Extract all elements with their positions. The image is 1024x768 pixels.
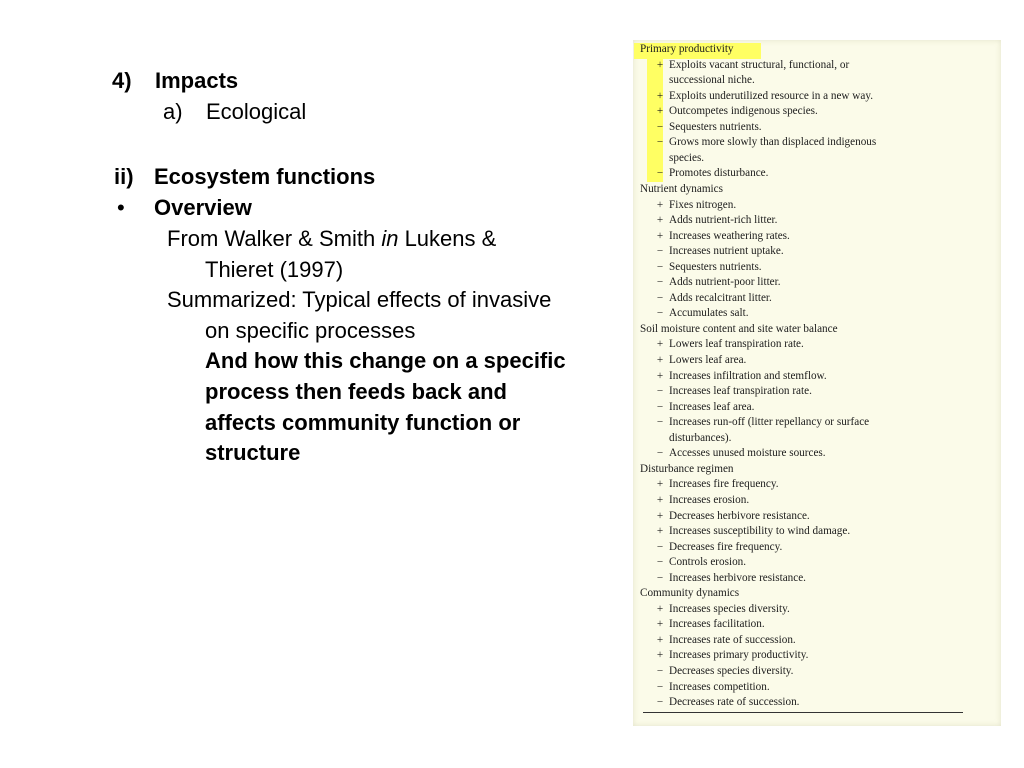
- scan-effect-text: Grows more slowly than displaced indigenous: [669, 136, 877, 149]
- scan-effect-item: [639, 275, 1001, 291]
- scan-effect-item: [639, 337, 1001, 353]
- scan-effect-item: [639, 353, 1001, 369]
- scan-effect-text: Increases primary productivity.: [669, 649, 809, 662]
- emphasis-line-4: structure: [205, 440, 301, 465]
- minus-sign: −: [656, 307, 664, 320]
- scan-effect-item: [639, 648, 1001, 664]
- plus-sign: +: [656, 58, 664, 71]
- minus-sign: −: [656, 416, 664, 429]
- plus-sign: +: [656, 649, 664, 662]
- scan-effect-item: [639, 384, 1001, 400]
- minus-sign: −: [656, 167, 664, 180]
- minus-sign: −: [656, 260, 664, 273]
- scan-effect-text: Lowers leaf transpiration rate.: [669, 338, 804, 351]
- minus-sign: −: [656, 136, 664, 149]
- minus-sign: −: [656, 291, 664, 304]
- scan-effect-text: Increases run-off (litter repellancy or surface: [669, 416, 870, 429]
- scan-effect-text: Sequesters nutrients.: [669, 260, 762, 273]
- scan-effect-item: [639, 89, 1001, 105]
- minus-sign: −: [656, 696, 664, 709]
- scan-effect-item: [639, 477, 1001, 493]
- scan-effect-text: Increases fire frequency.: [669, 478, 779, 491]
- scan-effect-text: Increases rate of succession.: [669, 633, 796, 646]
- scan-effect-text: Lowers leaf area.: [669, 354, 747, 366]
- scan-effect-item: [639, 198, 1001, 214]
- scan-effect-text: Fixes nitrogen.: [669, 198, 737, 211]
- ecosystem-functions-heading: Ecosystem functions: [154, 164, 376, 189]
- scanned-effects-table: [633, 40, 1001, 726]
- scan-effect-text: Decreases species diversity.: [669, 665, 794, 677]
- scan-effect-text: Adds nutrient-rich litter.: [669, 214, 778, 227]
- emphasis-line-2: process then feeds back and: [205, 379, 507, 404]
- scan-section-heading: Community dynamics: [640, 587, 740, 600]
- bottom-rule: [643, 712, 963, 713]
- source-citation-editors: Lukens &: [398, 226, 497, 251]
- scan-effect-text: Decreases rate of succession.: [669, 696, 800, 709]
- scan-section-heading: Nutrient dynamics: [640, 182, 723, 195]
- scan-effect-item: [639, 524, 1001, 540]
- scan-effect-text: Decreases fire frequency.: [669, 540, 783, 553]
- scan-effect-text: Increases facilitation.: [669, 618, 765, 631]
- plus-sign: +: [656, 602, 664, 615]
- scan-effect-item: [639, 664, 1001, 680]
- scan-effect-text: Exploits vacant structural, functional, or: [669, 58, 850, 71]
- minus-sign: −: [656, 680, 664, 693]
- scan-effect-item: [639, 400, 1001, 416]
- source-citation: [167, 224, 496, 254]
- source-citation-authors: From Walker & Smith: [167, 226, 382, 251]
- source-citation-in: in: [381, 226, 399, 251]
- plus-sign: +: [656, 338, 664, 351]
- scan-effect-text: Adds nutrient-poor litter.: [669, 276, 781, 289]
- plus-sign: +: [656, 618, 664, 631]
- minus-sign: −: [656, 276, 664, 289]
- source-citation-year: Thieret (1997): [205, 257, 344, 282]
- scan-effect-text: Increases erosion.: [669, 493, 750, 506]
- scan-effect-text: Decreases herbivore resistance.: [669, 509, 810, 522]
- scan-effect-text: Sequesters nutrients.: [669, 120, 762, 133]
- plus-sign: +: [656, 525, 664, 538]
- scan-item-continuation: successional niche.: [669, 74, 755, 87]
- scan-effect-text: Controls erosion.: [669, 556, 747, 569]
- plus-sign: +: [656, 198, 664, 211]
- minus-sign: −: [656, 556, 664, 569]
- scan-section-heading: Primary productivity: [640, 43, 734, 55]
- scan-section-heading: Soil moisture content and site water balance: [640, 322, 838, 335]
- scan-effect-text: Increases leaf area.: [669, 400, 755, 413]
- minus-sign: −: [656, 540, 664, 553]
- emphasis-line-3: affects community function or: [205, 410, 521, 435]
- scan-effect-item: [639, 571, 1001, 587]
- bullet-icon: •: [117, 195, 125, 220]
- scan-effect-item: [639, 633, 1001, 649]
- plus-sign: +: [656, 633, 664, 646]
- scan-effect-item: [639, 120, 1001, 136]
- scan-effect-item: [639, 244, 1001, 260]
- scan-effect-text: Accumulates salt.: [669, 307, 749, 320]
- scan-effect-item: [639, 58, 1001, 74]
- scan-effect-item: [639, 493, 1001, 509]
- scan-effect-item: [639, 306, 1001, 322]
- minus-sign: −: [656, 447, 664, 460]
- summary-line-2: on specific processes: [205, 318, 416, 343]
- emphasis-line-1: And how this change on a specific: [205, 348, 566, 373]
- scan-effect-item: [639, 291, 1001, 307]
- plus-sign: +: [656, 105, 664, 118]
- scan-effect-text: Increases species diversity.: [669, 602, 790, 615]
- plus-sign: +: [656, 509, 664, 522]
- impacts-number: 4): [112, 68, 132, 93]
- plus-sign: +: [656, 478, 664, 491]
- minus-sign: −: [656, 665, 664, 677]
- scan-effect-item: [639, 213, 1001, 229]
- scan-effect-item: [639, 166, 1001, 182]
- scan-effect-item: [639, 135, 1001, 151]
- minus-sign: −: [656, 120, 664, 133]
- scan-effect-text: Increases herbivore resistance.: [669, 571, 806, 584]
- ecosystem-number: ii): [114, 164, 134, 189]
- scan-effect-item: [639, 369, 1001, 385]
- scan-effect-item: [639, 446, 1001, 462]
- scan-effect-item: [639, 104, 1001, 120]
- scan-effect-text: Increases nutrient uptake.: [669, 245, 784, 258]
- scan-effect-item: [639, 260, 1001, 276]
- scan-effect-text: Increases susceptibility to wind damage.: [669, 525, 851, 538]
- scan-section-heading: Disturbance regimen: [640, 462, 734, 475]
- scan-effect-item: [639, 509, 1001, 525]
- scan-effect-item: [639, 602, 1001, 618]
- scan-effect-item: [639, 680, 1001, 696]
- plus-sign: +: [656, 229, 664, 242]
- plus-sign: +: [656, 354, 664, 366]
- scan-effect-text: Increases weathering rates.: [669, 229, 790, 242]
- scan-effect-item: [639, 229, 1001, 245]
- scan-effect-text: Promotes disturbance.: [669, 167, 769, 180]
- scan-effect-text: Adds recalcitrant litter.: [669, 291, 772, 304]
- scan-effect-text: Increases infiltration and stemflow.: [669, 369, 827, 382]
- minus-sign: −: [656, 400, 664, 413]
- scan-effect-text: Exploits underutilized resource in a new way.: [669, 89, 874, 102]
- ecological-number: a): [163, 99, 183, 124]
- plus-sign: +: [656, 369, 664, 382]
- scan-effect-item: [639, 415, 1001, 431]
- scan-effect-text: Accesses unused moisture sources.: [669, 447, 826, 460]
- plus-sign: +: [656, 214, 664, 227]
- minus-sign: −: [656, 385, 664, 398]
- scan-effect-item: [639, 695, 1001, 711]
- minus-sign: −: [656, 245, 664, 258]
- scan-item-continuation: species.: [669, 151, 705, 164]
- scan-effect-text: Outcompetes indigenous species.: [669, 105, 818, 118]
- scan-effect-text: Increases leaf transpiration rate.: [669, 385, 812, 398]
- impacts-heading: Impacts: [155, 68, 239, 93]
- ecological-subheading: Ecological: [206, 99, 307, 124]
- scan-item-continuation: disturbances).: [669, 431, 732, 444]
- plus-sign: +: [656, 493, 664, 506]
- scan-effect-item: [639, 617, 1001, 633]
- scan-effect-item: [639, 540, 1001, 556]
- scan-effect-item: [639, 555, 1001, 571]
- summary-line-1: Summarized: Typical effects of invasive: [167, 287, 552, 312]
- overview-heading: Overview: [154, 195, 252, 220]
- plus-sign: +: [656, 89, 664, 102]
- scan-effect-text: Increases competition.: [669, 680, 770, 693]
- minus-sign: −: [656, 571, 664, 584]
